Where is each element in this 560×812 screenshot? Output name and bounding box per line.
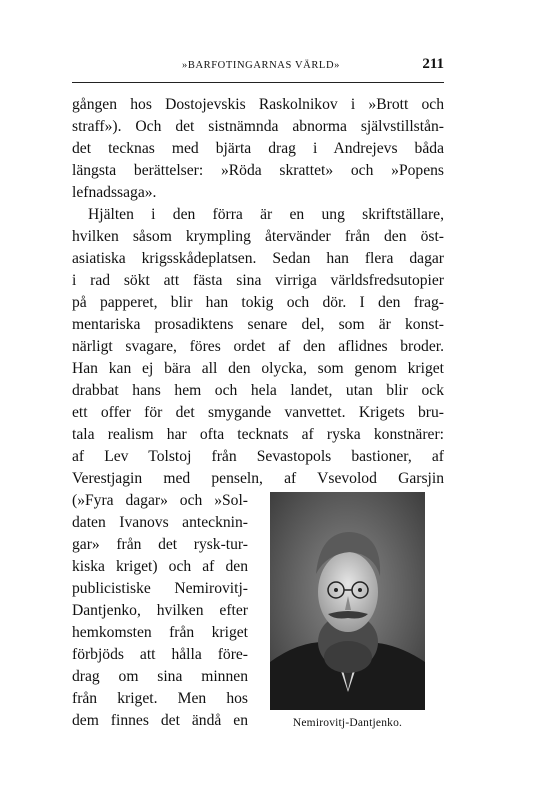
portrait-figure [270, 492, 425, 710]
text-line: mentariska prosadiktens senare del, som är konst- [72, 316, 444, 333]
text-line: Verestjagin med penseln, af Vsevolod Garsjin [72, 470, 444, 487]
text-line: dem finnes det ändå en [72, 712, 248, 729]
text-line: drag om sina minnen [72, 668, 248, 685]
text-line: daten Ivanovs antecknin- [72, 514, 248, 531]
text-line: straff»). Och det sistnämnda abnorma självstillstån- [72, 118, 444, 135]
text-line: i rad sökt att fästa sina virriga världsfredsutopier [72, 272, 444, 289]
text-line: från kriget. Men hos [72, 690, 248, 707]
text-line: närligt svagare, föres ordet af den aflidnes broder. [72, 338, 444, 355]
portrait-photo [270, 492, 425, 710]
running-title: »BARFOTINGARNAS VÄRLD» [182, 60, 340, 71]
text-line: publicistiske Nemirovitj- [72, 580, 248, 597]
text-line: Dantjenko, hvilken efter [72, 602, 248, 619]
text-line: gar» från det rysk-tur- [72, 536, 248, 553]
text-line: Hjälten i den förra är en ung skriftställare, [88, 206, 444, 223]
page-number: 211 [422, 56, 444, 72]
text-line: asiatiska krigsskådeplatsen. Sedan han flera dagar [72, 250, 444, 267]
figure-caption: Nemirovitj-Dantjenko. [292, 717, 403, 729]
text-line: ett offer för det smygande vanvettet. Krigets bru- [72, 404, 444, 421]
text-line: drabbat hans hem och hela landet, utan blir ock [72, 382, 444, 399]
text-line: tala realism har ofta tecknats af ryska konstnärer: [72, 426, 444, 443]
header-rule [72, 82, 444, 83]
text-line: det tecknas med bjärta drag i Andrejevs båda [72, 140, 444, 157]
text-line: (»Fyra dagar» och »Sol- [72, 492, 248, 509]
text-line: längsta berättelser: »Röda skrattet» och »Popens [72, 162, 444, 179]
text-line: hemkomsten från kriget [72, 624, 248, 641]
text-line: förbjöds att hålla före- [72, 646, 248, 663]
running-header [72, 58, 444, 82]
text-line: lefnadssaga». [72, 184, 157, 201]
text-line: af Lev Tolstoj från Sevastopols bastioner, af [72, 448, 444, 465]
text-line: kiska kriget) och af den [72, 558, 248, 575]
text-line: på papperet, blir han tokig och dör. I den frag- [72, 294, 444, 311]
text-line: hvilken såsom krympling återvänder från den öst- [72, 228, 444, 245]
text-line: Han kan ej bära all den olycka, som genom kriget [72, 360, 444, 377]
text-line: gången hos Dostojevskis Raskolnikov i »Brott och [72, 96, 444, 113]
